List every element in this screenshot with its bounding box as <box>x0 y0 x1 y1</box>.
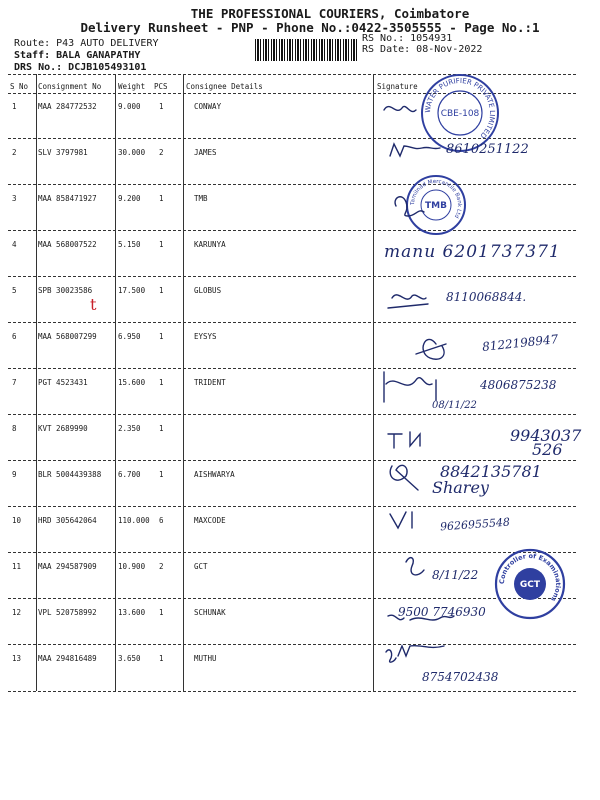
col-signature: Signature <box>377 82 418 91</box>
row-consignment: HRD 305642064 <box>38 516 97 525</box>
stamp-ring-text: WATER PURIFIER PRIVATE LIMITED <box>423 76 497 140</box>
row-consignee: CONWAY <box>194 102 222 111</box>
row-weight: 9.200 <box>118 194 141 203</box>
row-consignment: PGT 4523431 <box>38 378 88 387</box>
row-pcs: 1 <box>159 470 164 479</box>
staff-label: Staff: BALA GANAPATHY <box>14 50 141 61</box>
row-consignee: MAXCODE <box>194 516 226 525</box>
signature-row9 <box>390 465 418 490</box>
stamp-ring-text: Controller of Examinations <box>497 551 563 604</box>
row-consignee: TMB <box>194 194 208 203</box>
runsheet-subtitle: Delivery Runsheet - PNP - Phone No.:0422-3505555 - Page No.:1 <box>80 20 540 35</box>
stamp-code: TMB <box>425 201 447 211</box>
col-consignment: Consignment No <box>38 82 102 91</box>
rs-number: RS No.: 1054931 <box>362 33 453 44</box>
row-pcs: 1 <box>159 654 164 663</box>
hw-row6-phone: 8122198947 <box>481 332 559 354</box>
row-consignment: MAA 568007522 <box>38 240 97 249</box>
row-pcs: 6 <box>159 516 164 525</box>
row-pcs: 1 <box>159 424 164 433</box>
row-consignee: GCT <box>194 562 208 571</box>
col-consignee: Consignee Details <box>186 82 263 91</box>
row-sno: 11 <box>12 562 22 571</box>
row-consignee: GLOBUS <box>194 286 222 295</box>
row-consignment: MAA 858471927 <box>38 194 97 203</box>
row-consignee: JAMES <box>194 148 217 157</box>
row-weight: 3.650 <box>118 654 141 663</box>
signature-row5 <box>388 295 428 308</box>
company-title: THE PROFESSIONAL COURIERS, Coimbatore <box>190 6 470 21</box>
hw-row8-phone: 9943037 <box>510 426 582 445</box>
hw-row12-phone: 9500 7746930 <box>398 605 486 619</box>
hw-row9-name: Sharey <box>432 478 489 497</box>
hw-row8-extra: 526 <box>532 440 563 459</box>
row-pcs: 2 <box>159 562 164 571</box>
row-sno: 3 <box>12 194 17 203</box>
row-sno: 13 <box>12 654 22 663</box>
hw-row9-phone: 8842135781 <box>440 462 542 481</box>
row-consignee: MUTHU <box>194 654 217 663</box>
hw-row2-phone: 8610251122 <box>446 142 529 157</box>
row-consignment: MAA 568007299 <box>38 332 97 341</box>
signature-row6 <box>416 339 446 359</box>
signature-row2 <box>390 144 440 156</box>
hw-row13-phone: 8754702438 <box>422 670 499 684</box>
signature-row1 <box>384 106 416 111</box>
row-consignment: MAA 294816489 <box>38 654 97 663</box>
row-pcs: 1 <box>159 194 164 203</box>
row-consignee: KARUNYA <box>194 240 226 249</box>
col-pcs: PCS <box>154 82 168 91</box>
row-consignee: AISHWARYA <box>194 470 235 479</box>
route-label: Route: P43 AUTO DELIVERY <box>14 38 159 49</box>
row-weight: 2.350 <box>118 424 141 433</box>
signature-row8 <box>388 432 420 448</box>
hw-row4-note: manu 6201737371 <box>384 242 561 262</box>
signature-scribbles <box>376 96 576 696</box>
signature-row12 <box>388 615 454 620</box>
row-pcs: 1 <box>159 286 164 295</box>
row-weight: 10.900 <box>118 562 146 571</box>
hw-row5-phone: 8110068844. <box>446 290 527 304</box>
row-weight: 6.700 <box>118 470 141 479</box>
row-sno: 5 <box>12 286 17 295</box>
row-weight: 5.150 <box>118 240 141 249</box>
row-weight: 15.600 <box>118 378 146 387</box>
row-sno: 10 <box>12 516 22 525</box>
signature-row11 <box>406 558 424 575</box>
rs-date: RS Date: 08-Nov-2022 <box>362 44 483 55</box>
row-weight: 110.000 <box>118 516 150 525</box>
row-consignee: SCHUNAK <box>194 608 226 617</box>
row-weight: 13.600 <box>118 608 146 617</box>
row-pcs: 1 <box>159 240 164 249</box>
row-sno: 1 <box>12 102 17 111</box>
signature-row10 <box>390 512 412 528</box>
stamp-ring-text: Tamilnad Mercantile Bank Ltd <box>409 178 463 219</box>
row-sno: 12 <box>12 608 22 617</box>
hw-row7-phone: 4806875238 <box>480 378 557 392</box>
signature-row7 <box>384 372 436 402</box>
row-consignee: TRIDENT <box>194 378 226 387</box>
row-consignment: SLV 3797981 <box>38 148 88 157</box>
row-sno: 4 <box>12 240 17 249</box>
row-consignment: MAA 294587909 <box>38 562 97 571</box>
stamp-code: CBE-108 <box>440 109 480 119</box>
signature-row3 <box>395 197 424 216</box>
row-consignment: SPB 30023586 <box>38 286 93 295</box>
row-sno: 8 <box>12 424 17 433</box>
row-pcs: 1 <box>159 102 164 111</box>
row-weight: 9.000 <box>118 102 141 111</box>
stamp-code: GCT <box>519 580 541 590</box>
row-weight: 6.950 <box>118 332 141 341</box>
row-sno: 2 <box>12 148 17 157</box>
table-bottom-rule <box>8 691 576 692</box>
row-pcs: 1 <box>159 378 164 387</box>
row-weight: 17.500 <box>118 286 146 295</box>
hw-row11-date: 8/11/22 <box>432 568 479 582</box>
col-weight: Weight <box>118 82 146 91</box>
row-sno: 9 <box>12 470 17 479</box>
row-weight: 30.000 <box>118 148 146 157</box>
row-pcs: 1 <box>159 332 164 341</box>
row-consignment: MAA 284772532 <box>38 102 97 111</box>
signature-row13 <box>386 646 444 663</box>
row-consignee: EYSYS <box>194 332 217 341</box>
row-pcs: 2 <box>159 148 164 157</box>
hw-row10-phone: 9626955548 <box>439 515 511 534</box>
red-tick-mark: t <box>90 295 97 314</box>
row-pcs: 1 <box>159 608 164 617</box>
hw-row7-date: 08/11/22 <box>432 400 477 411</box>
row-sno: 6 <box>12 332 17 341</box>
row-sno: 7 <box>12 378 17 387</box>
row-consignment: KVT 2689990 <box>38 424 88 433</box>
row-consignment: VPL 520758992 <box>38 608 97 617</box>
row-consignment: BLR 5004439388 <box>38 470 102 479</box>
col-sno: S No <box>10 82 29 91</box>
barcode <box>255 39 357 61</box>
drs-number: DRS No.: DCJB105493101 <box>14 62 147 73</box>
